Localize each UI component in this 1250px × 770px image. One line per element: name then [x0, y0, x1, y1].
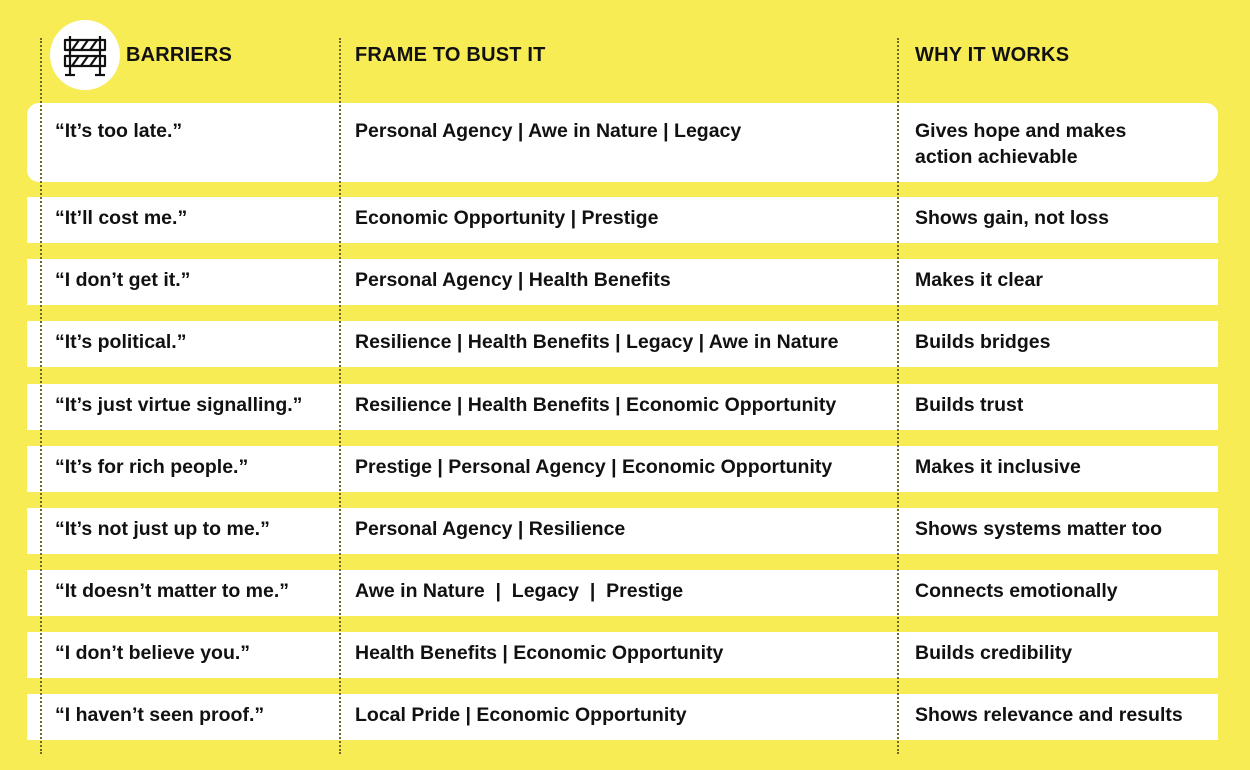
- frame-cell: Resilience | Health Benefits | Economic Opportunity: [355, 394, 837, 416]
- why-cell: Shows relevance and results: [915, 704, 1183, 726]
- column-divider: [40, 38, 42, 754]
- why-cell: Builds bridges: [915, 331, 1051, 353]
- barrier-cell: “I don’t believe you.”: [55, 642, 251, 664]
- barrier-cell: “It’s not just up to me.”: [55, 518, 270, 540]
- barrier-cell: “It’ll cost me.”: [55, 207, 188, 229]
- barrier-cell: “It’s political.”: [55, 331, 187, 353]
- table-row: [27, 694, 1218, 740]
- barrier-cell: “I haven’t seen proof.”: [55, 704, 265, 726]
- why-cell: Connects emotionally: [915, 580, 1118, 602]
- why-cell: Builds trust: [915, 394, 1024, 416]
- header-frame: FRAME TO BUST IT: [355, 44, 546, 66]
- why-cell: Makes it clear: [915, 269, 1043, 291]
- header-why: WHY IT WORKS: [915, 44, 1070, 66]
- frame-cell: Personal Agency | Resilience: [355, 518, 626, 540]
- why-cell: Makes it inclusive: [915, 456, 1081, 478]
- barrier-cell: “It doesn’t matter to me.”: [55, 580, 290, 602]
- barrier-icon-badge: [50, 20, 120, 90]
- barrier-icon: [62, 32, 108, 78]
- table-row: [27, 103, 1218, 182]
- column-divider: [897, 38, 899, 754]
- barrier-cell: “I don’t get it.”: [55, 269, 191, 291]
- why-cell: Gives hope and makes action achievable: [915, 120, 1127, 168]
- barrier-cell: “It’s too late.”: [55, 120, 183, 142]
- why-cell: Builds credibility: [915, 642, 1073, 664]
- frame-cell: Personal Agency | Awe in Nature | Legacy: [355, 120, 742, 142]
- table-row: [27, 446, 1218, 492]
- table-row: [27, 259, 1218, 305]
- why-cell: Shows gain, not loss: [915, 207, 1109, 229]
- frame-cell: Prestige | Personal Agency | Economic Opportunity: [355, 456, 833, 478]
- header-barriers: BARRIERS: [126, 44, 233, 66]
- frame-cell: Local Pride | Economic Opportunity: [355, 704, 687, 726]
- table-row: [27, 321, 1218, 367]
- frame-cell: Resilience | Health Benefits | Legacy | Awe in Nature: [355, 331, 839, 353]
- table-row: [27, 570, 1218, 616]
- frame-cell: Awe in Nature | Legacy | Prestige: [355, 580, 684, 602]
- frame-cell: Health Benefits | Economic Opportunity: [355, 642, 724, 664]
- frame-cell: Economic Opportunity | Prestige: [355, 207, 659, 229]
- table-row: [27, 632, 1218, 678]
- column-divider: [339, 38, 341, 754]
- frame-cell: Personal Agency | Health Benefits: [355, 269, 671, 291]
- table-row: [27, 197, 1218, 243]
- barrier-cell: “It’s just virtue signalling.”: [55, 394, 303, 416]
- why-cell: Shows systems matter too: [915, 518, 1163, 540]
- barrier-cell: “It’s for rich people.”: [55, 456, 249, 478]
- table-row: [27, 384, 1218, 430]
- table-row: [27, 508, 1218, 554]
